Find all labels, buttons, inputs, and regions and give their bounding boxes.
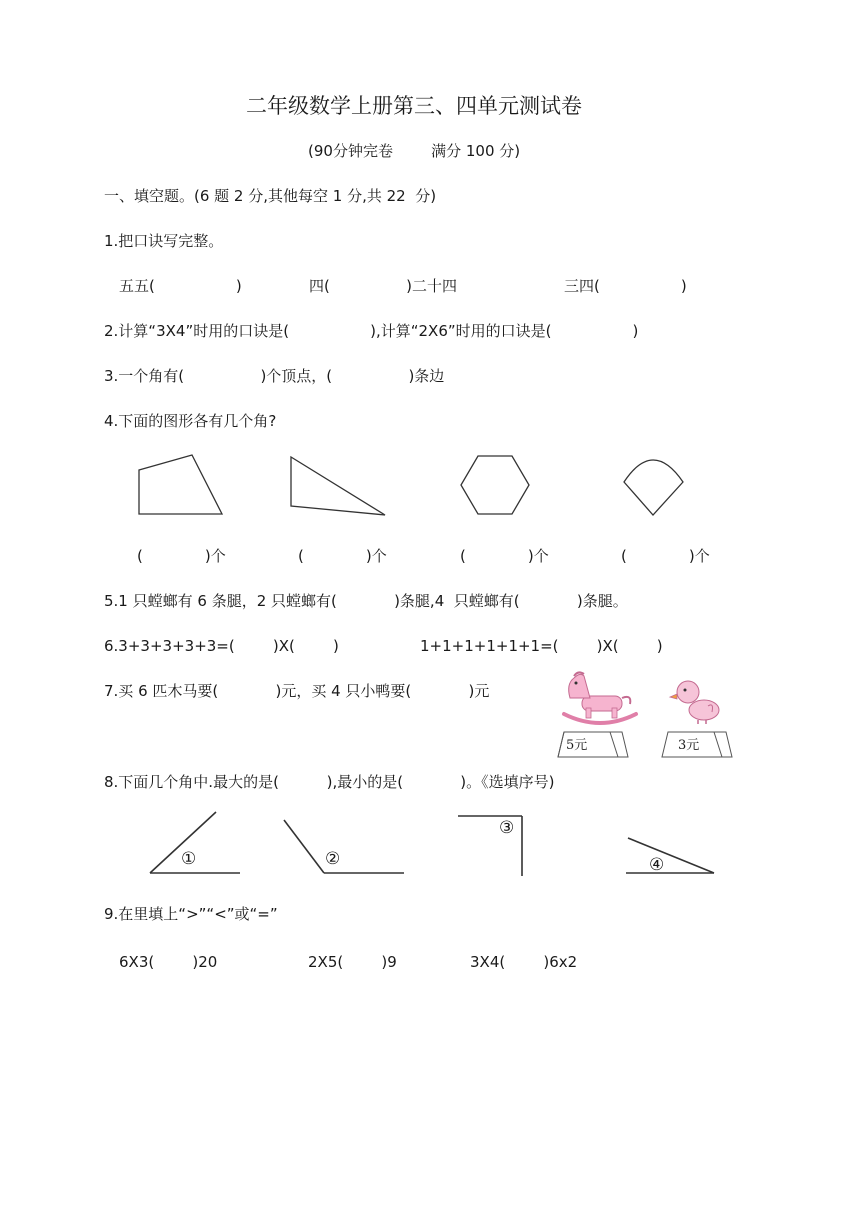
- right-triangle-shape: [291, 457, 385, 515]
- angle-label-4: ④: [649, 855, 665, 875]
- q9-compare-c: 3X4( )6x2: [470, 953, 578, 971]
- question-4: 4.下面的图形各有几个角?: [104, 412, 277, 430]
- q4-answer-1: ( )个: [137, 547, 226, 565]
- duck-icon: [668, 676, 728, 726]
- q9-compare-b: 2X5( )9: [308, 953, 397, 971]
- page-title: 二年级数学上册第三、四单元测试卷: [246, 94, 582, 118]
- question-2: 2.计算“3X4”时用的口诀是( ),计算“2X6”时用的口诀是( ): [104, 322, 639, 340]
- q4-answer-3: ( )个: [460, 547, 549, 565]
- section-heading: 一、填空题。(6 题 2 分,其他每空 1 分,共 22 分): [104, 187, 437, 205]
- sector-shape: [624, 460, 683, 515]
- angle-label-3: ③: [499, 818, 515, 838]
- question-7: 7.买 6 匹木马要( )元，买 4 只小鸭要( )元: [104, 682, 490, 700]
- hexagon-shape: [461, 456, 529, 514]
- horse-price: 5元: [566, 738, 588, 753]
- question-6b: 1+1+1+1+1+1=( )X( ): [420, 637, 663, 655]
- q8-angles: [0, 808, 860, 888]
- q4-shapes: [0, 448, 860, 528]
- q9-compare-a: 6X3( )20: [119, 953, 218, 971]
- q1-blank-c: 三四( ): [564, 277, 687, 295]
- q1-blank-a: 五五( ): [119, 277, 242, 295]
- q4-answer-2: ( )个: [298, 547, 387, 565]
- q4-answer-4: ( )个: [621, 547, 710, 565]
- question-8: 8.下面几个角中.最大的是( ),最小的是( )。《选填序号): [104, 773, 555, 791]
- q1-blank-b: 四( )二十四: [309, 277, 457, 295]
- duck-price: 3元: [678, 738, 700, 753]
- question-1: 1.把口诀写完整。: [104, 232, 224, 250]
- rocking-horse-icon: [560, 670, 640, 732]
- question-6a: 6.3+3+3+3+3=( )X( ): [104, 637, 339, 655]
- angle-label-1: ①: [181, 849, 197, 869]
- question-3: 3.一个角有( )个顶点，( )条边: [104, 367, 445, 385]
- question-5: 5.1 只螳螂有 6 条腿，2 只螳螂有( )条腿,4 只螳螂有( )条腿。: [104, 592, 628, 610]
- angle-label-2: ②: [325, 849, 341, 869]
- quadrilateral-shape: [139, 455, 222, 514]
- question-9: 9.在里填上“>”“<”或“=”: [104, 905, 278, 923]
- page-subtitle: (90分钟完卷 满分 100 分): [308, 142, 521, 160]
